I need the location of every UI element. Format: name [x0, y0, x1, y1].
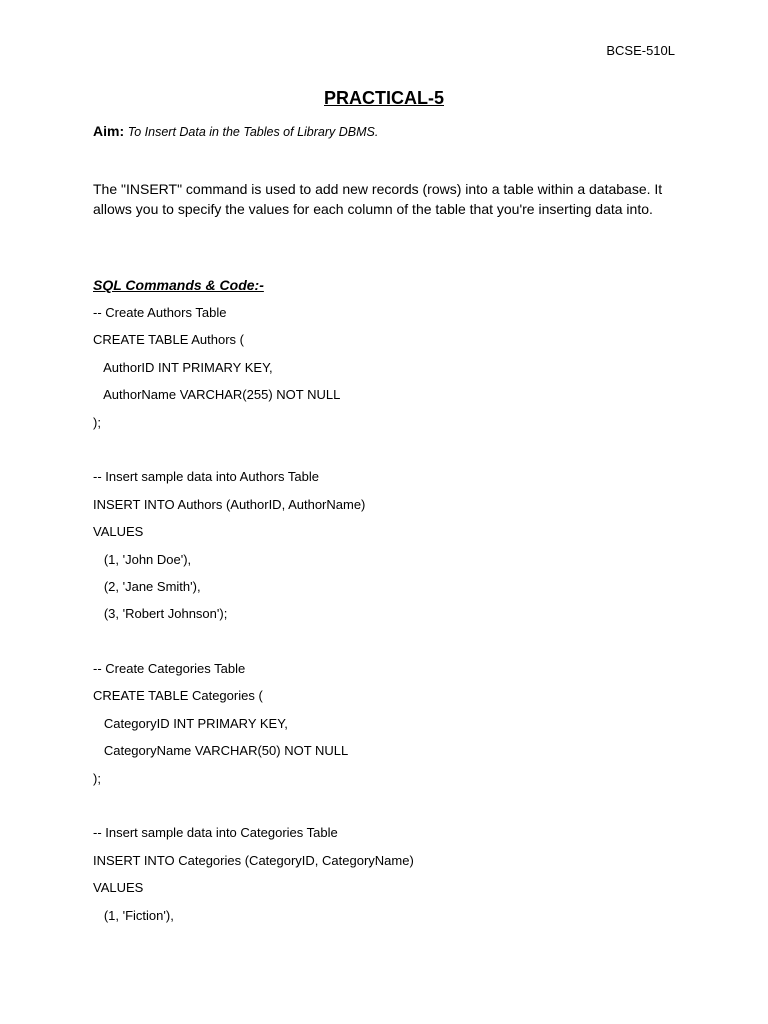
code-line: VALUES: [93, 880, 144, 896]
page-code: BCSE-510L: [606, 43, 675, 58]
code-blank-line: [93, 442, 693, 469]
code-line: (3, 'Robert Johnson');: [93, 606, 228, 622]
code-line: -- Create Authors Table: [93, 305, 227, 320]
intro-paragraph: The "INSERT" command is used to add new records (rows) into a table within a database. It allows you to specify the values for each column of the table that you're inserting data into.: [93, 181, 663, 217]
code-line: (2, 'Jane Smith'),: [93, 578, 201, 594]
sql-code-block: [93, 305, 693, 935]
code-line: CategoryName VARCHAR(50) NOT NULL: [93, 743, 349, 759]
code-line: AuthorID INT PRIMARY KEY,: [93, 359, 273, 375]
code-line: CREATE TABLE Authors (: [93, 332, 244, 348]
code-line: CategoryID INT PRIMARY KEY,: [93, 715, 288, 731]
code-line: (1, 'John Doe'),: [93, 551, 192, 567]
code-line: );: [93, 770, 101, 786]
code-blank-line: [93, 634, 693, 661]
code-line: INSERT INTO Categories (CategoryID, CategoryName): [93, 852, 414, 868]
code-blank-line: [93, 798, 693, 825]
code-line: (1, 'Fiction'),: [93, 907, 174, 923]
code-line: -- Insert sample data into Authors Table: [93, 469, 319, 485]
aim-text: To Insert Data in the Tables of Library DBMS.: [127, 125, 379, 139]
code-line: -- Create Categories Table: [93, 661, 246, 677]
code-line: -- Insert sample data into Categories Table: [93, 825, 338, 841]
page-title: PRACTICAL-5: [324, 88, 444, 108]
code-line: AuthorName VARCHAR(255) NOT NULL: [93, 387, 341, 403]
code-line: INSERT INTO Authors (AuthorID, AuthorName): [93, 496, 366, 512]
aim-line: [93, 123, 378, 139]
code-line: VALUES: [93, 524, 144, 540]
code-line: CREATE TABLE Categories (: [93, 688, 263, 704]
section-heading: SQL Commands & Code:-: [93, 277, 264, 293]
code-line: );: [93, 414, 101, 430]
aim-label: Aim:: [93, 123, 125, 139]
